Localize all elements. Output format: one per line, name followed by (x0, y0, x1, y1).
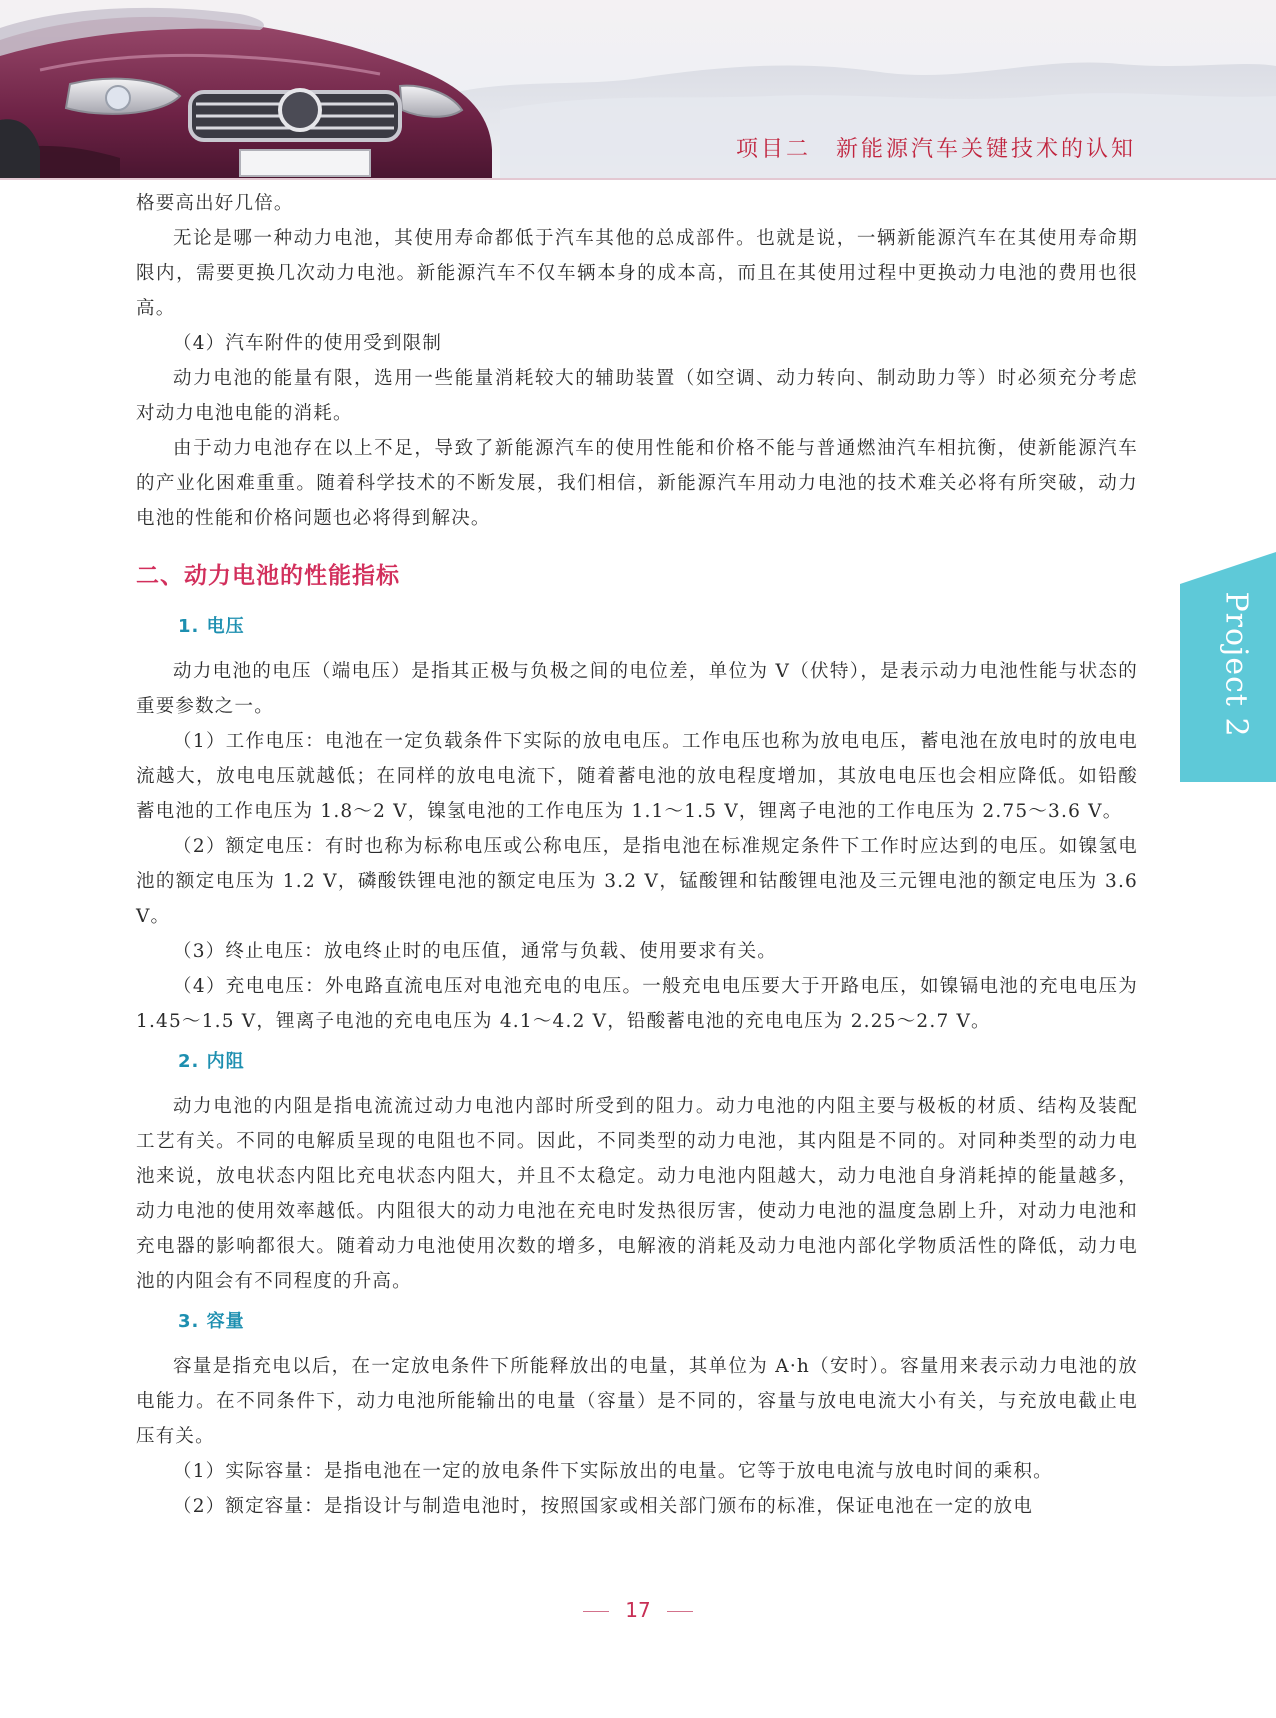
paragraph: （2）额定容量：是指设计与制造电池时，按照国家或相关部门颁布的标准，保证电池在一定的放电 (173, 1496, 1034, 1517)
paragraph: 动力电池的电压（端电压）是指其正极与负极之间的电位差，单位为 V（伏特），是表示动力电池性能与状态的重要参数之一。 (136, 661, 1138, 717)
paragraph: （4）汽车附件的使用受到限制 (173, 333, 443, 354)
dash-right (667, 1611, 693, 1612)
paragraph: （1）工作电压：电池在一定负载条件下实际的放电电压。工作电压也称为放电电压，蓄电池在放电时的放电电流越大，放电电压就越低；在同样的放电电流下，随着蓄电池的放电程度增加，其放电电压也会相应降低。如铅酸蓄电池的工作电压为 1.8～2 V，镍氢电池的工作电压为 1.1～1.5 V，锂离子电池的工作电压为 2.75～3.6 V。 (136, 731, 1138, 822)
paragraph: 容量是指充电以后，在一定放电条件下所能释放出的电量，其单位为 A·h（安时）。容量用来表示动力电池的放电能力。在不同条件下，动力电池所能输出的电量（容量）是不同的，容量与放电电流大小有关，与充放电截止电压有关。 (136, 1356, 1138, 1447)
paragraph: 动力电池的内阻是指电流流过动力电池内部时所受到的阻力。动力电池的内阻主要与极板的材质、结构及装配工艺有关。不同的电解质呈现的电阻也不同。因此，不同类型的动力电池，其内阻是不同的。对同种类型的动力电池来说，放电状态内阻比充电状态内阻大，并且不太稳定。动力电池内阻越大，动力电池自身消耗掉的能量越多，动力电池的使用效率越低。内阻很大的动力电池在充电时发热很厉害，使动力电池的温度急剧上升，对动力电池和充电器的影响都很大。随着动力电池使用次数的增多，电解液的消耗及动力电池内部化学物质活性的降低，动力电池的内阻会有不同程度的升高。 (136, 1096, 1138, 1292)
paragraph: （2）额定电压：有时也称为标称电压或公称电压，是指电池在标准规定条件下工作时应达到的电压。如镍氢电池的额定电压为 1.2 V，磷酸铁锂电池的额定电压为 3.2 V，锰酸锂和钴酸锂电池及三元锂电池的额定电压为 3.6 V。 (136, 836, 1138, 927)
page-number (0, 1598, 1276, 1622)
header-title: 项目二 新能源汽车关键技术的认知 (735, 137, 1136, 162)
paragraph: （1）实际容量：是指电池在一定的放电条件下实际放出的电量。它等于放电电流与放电时间的乘积。 (173, 1461, 1053, 1482)
dash-left (583, 1611, 609, 1612)
sub-heading-resistance: 2. 内阻 (178, 1051, 245, 1072)
paragraph: 由于动力电池存在以上不足，导致了新能源汽车的使用性能和价格不能与普通燃油汽车相抗衡，使新能源汽车的产业化困难重重。随着科学技术的不断发展，我们相信，新能源汽车用动力电池的技术难关必将有所突破，动力电池的性能和价格问题也必将得到解决。 (136, 438, 1138, 529)
page-body (136, 186, 1138, 1524)
paragraph: 格要高出好几倍。 (136, 193, 294, 214)
page-header (0, 0, 1276, 180)
section-heading: 二、动力电池的性能指标 (136, 563, 400, 589)
sub-heading-capacity: 3. 容量 (178, 1311, 245, 1332)
paragraph: 无论是哪一种动力电池，其使用寿命都低于汽车其他的总成部件。也就是说，一辆新能源汽车在其使用寿命期限内，需要更换几次动力电池。新能源汽车不仅车辆本身的成本高，而且在其使用过程中更换动力电池的费用也很高。 (136, 228, 1138, 319)
paragraph: （3）终止电压：放电终止时的电压值，通常与负载、使用要求有关。 (173, 941, 777, 962)
page-number-value: 17 (625, 1598, 651, 1622)
paragraph: 动力电池的能量有限，选用一些能量消耗较大的辅助装置（如空调、动力转向、制动助力等）时必须充分考虑对动力电池电能的消耗。 (136, 368, 1138, 424)
paragraph: （4）充电电压：外电路直流电压对电池充电的电压。一般充电电压要大于开路电压，如镍镉电池的充电电压为 1.45～1.5 V，锂离子电池的充电电压为 4.1～4.2 V，铅酸蓄电池的充电电压为 2.25～2.7 V。 (136, 976, 1138, 1032)
project-side-tab (1180, 552, 1276, 782)
side-tab-label: Project 2 (1218, 590, 1254, 738)
sub-heading-voltage: 1. 电压 (178, 616, 245, 637)
